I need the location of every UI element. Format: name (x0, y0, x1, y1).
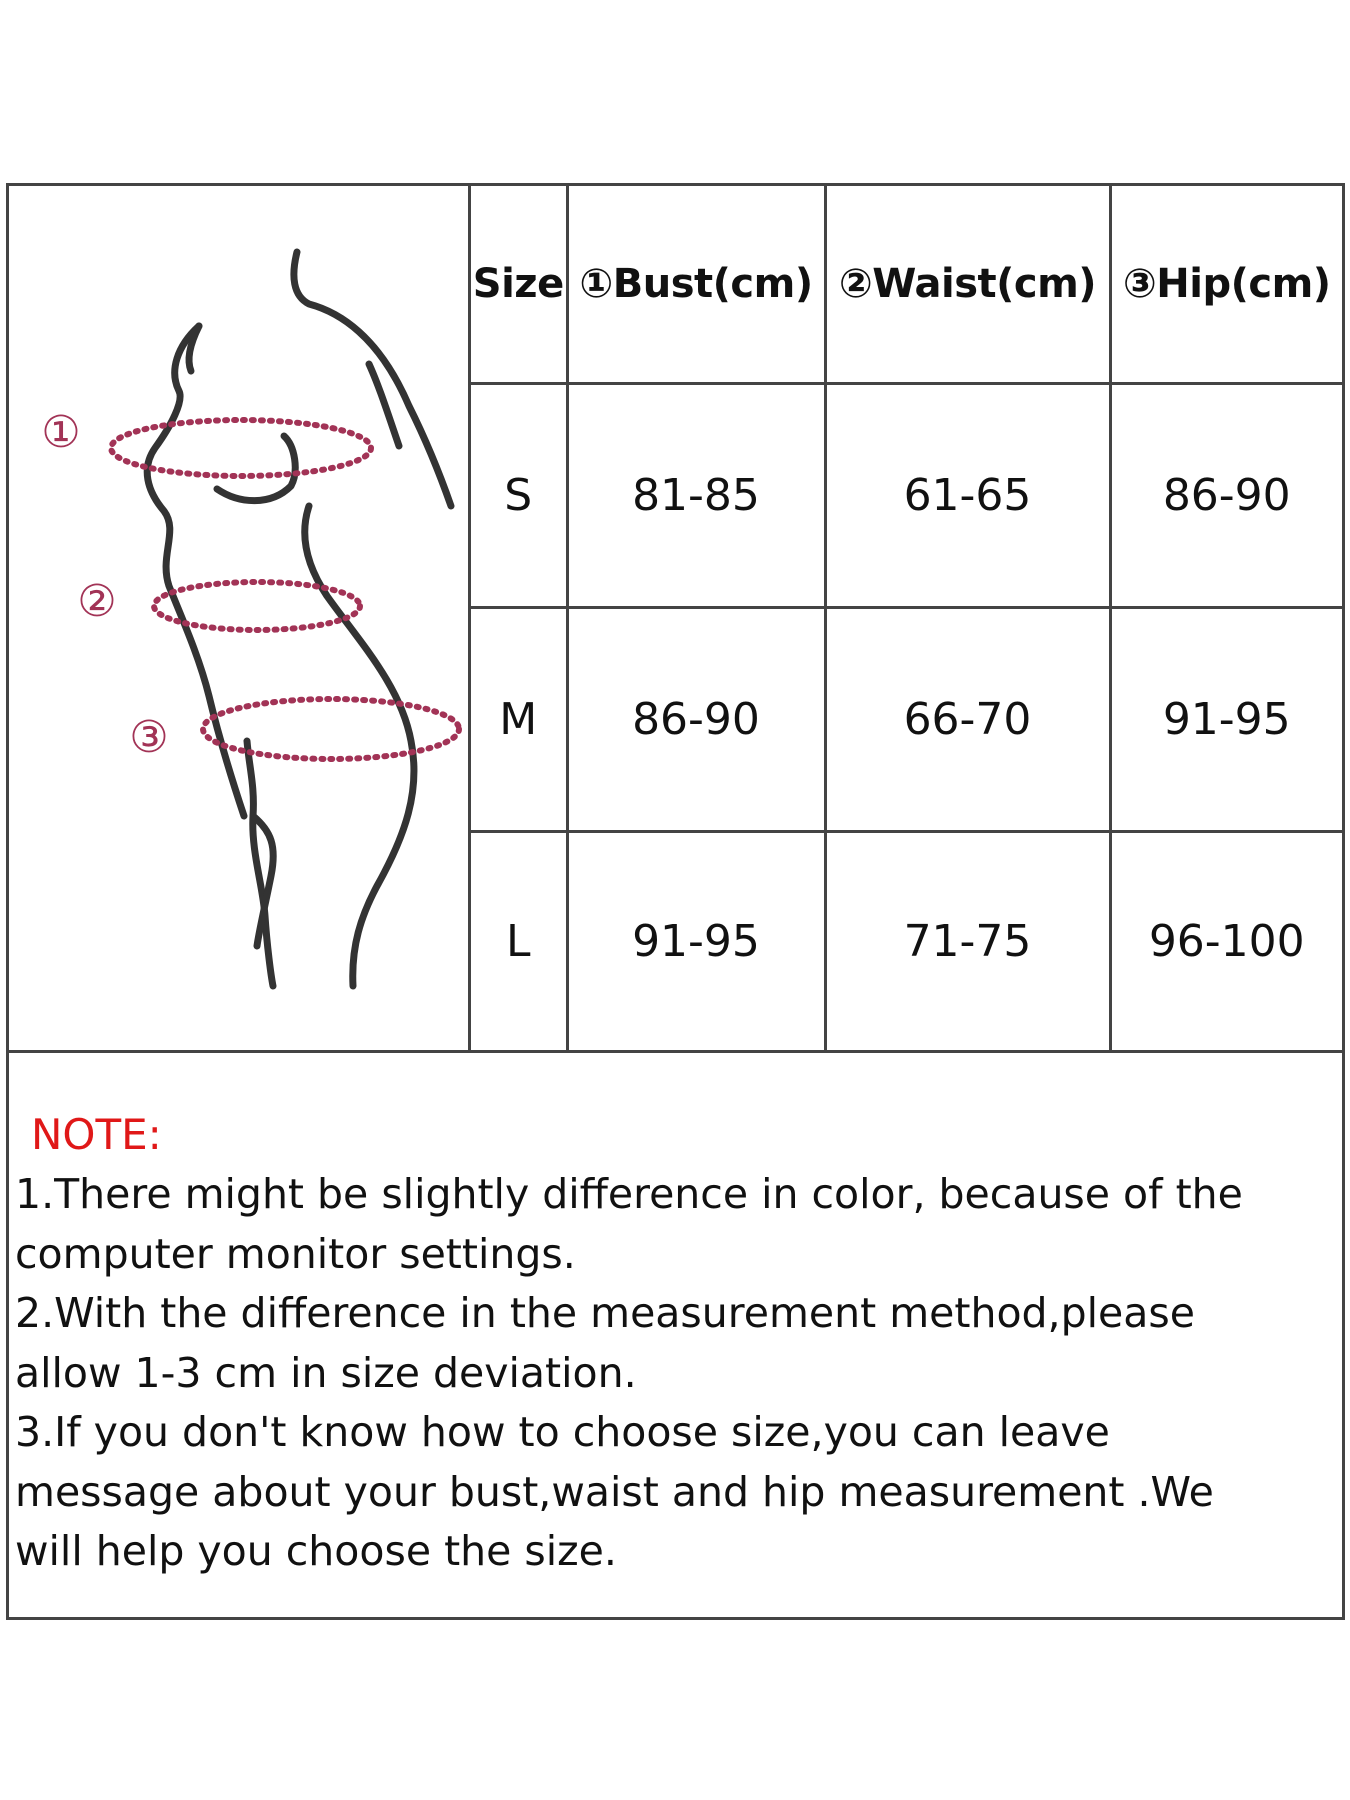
waist-marker: ② (77, 576, 117, 627)
note-line: 3.If you don't know how to choose size,you can leave (15, 1408, 1110, 1456)
hip-cell: 96-100 (1110, 832, 1342, 1050)
bust-cell: 81-85 (567, 383, 825, 607)
waist-cell: 61-65 (825, 383, 1110, 607)
size-chart-frame (6, 183, 1345, 1620)
note-section (9, 1050, 1342, 1617)
header-bust: ①Bust(cm) (567, 186, 825, 383)
bust-marker: ① (41, 407, 81, 458)
header-hip: ③Hip(cm) (1110, 186, 1342, 383)
note-line: allow 1-3 cm in size deviation. (15, 1348, 637, 1397)
hip-cell: 86-90 (1110, 383, 1342, 607)
size-chart-top (9, 186, 1342, 1050)
waist-cell: 66-70 (825, 608, 1110, 832)
waist-cell: 71-75 (825, 832, 1110, 1050)
size-table (471, 186, 1342, 1050)
table-row (471, 608, 1342, 832)
note-line: 2.With the difference in the measurement method,please (15, 1289, 1195, 1337)
note-line: message about your bust,waist and hip measurement .We (15, 1467, 1214, 1516)
hip-marker: ③ (129, 712, 169, 763)
note-line: 1.There might be slightly difference in color, because of the (15, 1170, 1243, 1218)
note-title: NOTE: (31, 1110, 162, 1159)
size-cell: S (471, 383, 567, 607)
note-line: computer monitor settings. (15, 1229, 576, 1278)
size-cell: M (471, 608, 567, 832)
size-table-header-row (471, 186, 1342, 383)
body-outline-illustration (9, 186, 468, 1050)
table-row (471, 832, 1342, 1050)
body-figure-panel (9, 186, 471, 1050)
header-size: Size (471, 186, 567, 383)
hip-cell: 91-95 (1110, 608, 1342, 832)
size-cell: L (471, 832, 567, 1050)
header-waist: ②Waist(cm) (825, 186, 1110, 383)
bust-cell: 86-90 (567, 608, 825, 832)
table-row (471, 383, 1342, 607)
bust-cell: 91-95 (567, 832, 825, 1050)
note-line: will help you choose the size. (15, 1527, 617, 1575)
